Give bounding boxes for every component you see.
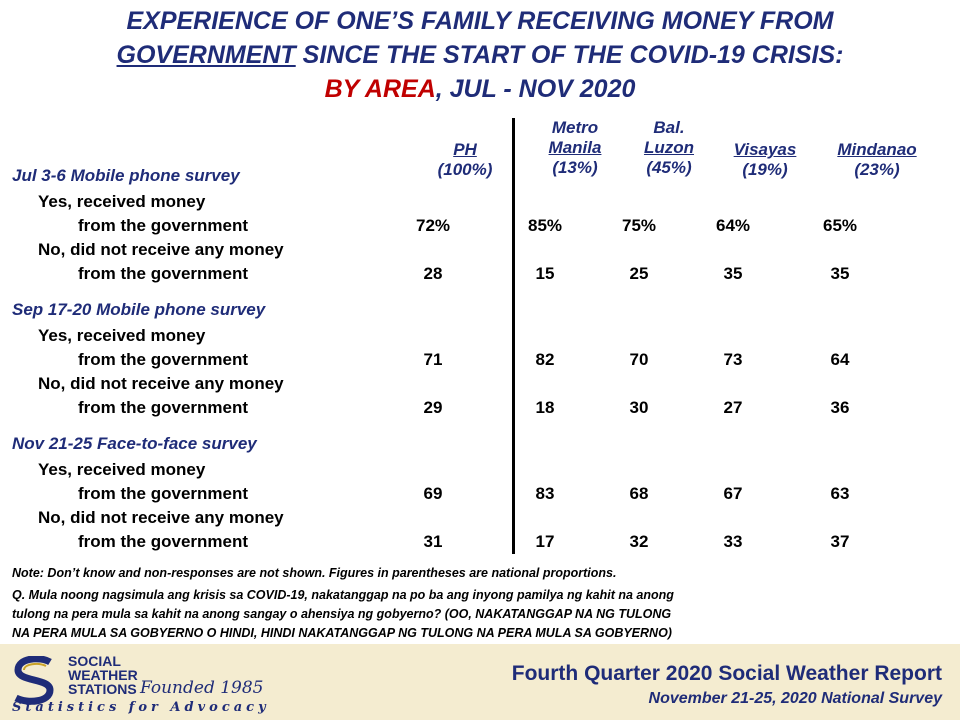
logo-text: SOCIAL WEATHER STATIONS bbox=[68, 653, 138, 697]
title-red-text: BY AREA bbox=[324, 75, 436, 103]
table-cell: 33 bbox=[723, 532, 743, 551]
row-label: No, did not receive any money bbox=[38, 508, 284, 527]
row-label: Yes, received money bbox=[38, 326, 206, 345]
question-line-3: NA PERA MULA SA GOBYERNO O HINDI, HINDI NAKATANGGAP NG TULONG NA PERA MULA SA GOBYERNO) bbox=[12, 626, 672, 640]
table-cell: 35 bbox=[830, 264, 850, 283]
table-cell: 25 bbox=[629, 264, 649, 283]
sws-s-icon bbox=[10, 656, 58, 706]
title-line-1: EXPERIENCE OF ONE’S FAMILY RECEIVING MONEY FROM bbox=[126, 7, 834, 35]
table-cell: 83 bbox=[535, 484, 555, 503]
table-cell: 69 bbox=[423, 484, 443, 503]
row-label-continued: from the government bbox=[78, 398, 249, 417]
survey-heading: Nov 21-25 Face-to-face survey bbox=[12, 434, 257, 453]
row-label: No, did not receive any money bbox=[38, 374, 284, 393]
row-label-continued: from the government bbox=[78, 350, 249, 369]
row-label: Yes, received money bbox=[38, 460, 206, 479]
table-cell: 18 bbox=[535, 398, 555, 417]
title-line-2: GOVERNMENT SINCE THE START OF THE COVID-19 CRISIS: bbox=[116, 41, 844, 69]
tagline: Statistics for Advocacy bbox=[12, 700, 270, 715]
table-cell: 71 bbox=[423, 350, 443, 369]
table-cell: 67 bbox=[723, 484, 743, 503]
note-text: Note: Don’t know and non-responses are not shown. Figures in parentheses are national proportions. bbox=[12, 566, 617, 580]
row-label-continued: from the government bbox=[78, 264, 249, 283]
column-header-bal-luzon: Bal. Luzon (45%) bbox=[643, 118, 695, 177]
question-line-1: Q. Mula noong nagsimula ang krisis sa COVID-19, nakatanggap na po ba ang inyong pamilya ng kahit na anong bbox=[12, 588, 674, 602]
row-label: No, did not receive any money bbox=[38, 240, 284, 259]
row-label-continued: from the government bbox=[78, 216, 249, 235]
table-cell: 35 bbox=[723, 264, 743, 283]
table-cell: 17 bbox=[535, 532, 555, 551]
table-cell: 72% bbox=[415, 216, 451, 235]
table-cell: 73 bbox=[723, 350, 743, 369]
question-line-2: tulong na pera mula sa kahit na anong sangay o ahensiya ng gobyerno? (OO, NAKATANGGAP NA NG TULONG bbox=[12, 607, 672, 621]
title-line-3: BY AREA, JUL - NOV 2020 bbox=[324, 75, 636, 103]
table-cell: 29 bbox=[423, 398, 443, 417]
column-header-ph: PH (100%) bbox=[437, 140, 493, 179]
survey-heading: Jul 3-6 Mobile phone survey bbox=[12, 166, 240, 185]
row-label: Yes, received money bbox=[38, 192, 206, 211]
sws-logo bbox=[10, 652, 270, 716]
column-header-mindanao: Mindanao (23%) bbox=[837, 140, 917, 179]
table-cell: 65% bbox=[822, 216, 858, 235]
table-cell: 36 bbox=[830, 398, 850, 417]
table-cell: 70 bbox=[629, 350, 649, 369]
table-cell: 30 bbox=[629, 398, 649, 417]
table-cell: 31 bbox=[423, 532, 443, 551]
table-cell: 75% bbox=[621, 216, 657, 235]
table-cell: 63 bbox=[830, 484, 850, 503]
table-cell: 15 bbox=[535, 264, 555, 283]
column-header-metro-manila: Metro Manila (13%) bbox=[548, 118, 602, 177]
table-cell: 37 bbox=[830, 532, 850, 551]
table-cell: 64% bbox=[715, 216, 751, 235]
title-underlined-word: GOVERNMENT bbox=[116, 41, 296, 69]
survey-heading: Sep 17-20 Mobile phone survey bbox=[12, 300, 266, 319]
table-cell: 85% bbox=[527, 216, 563, 235]
table-cell: 28 bbox=[423, 264, 443, 283]
table-cell: 82 bbox=[535, 350, 555, 369]
row-label-continued: from the government bbox=[78, 484, 249, 503]
row-label-continued: from the government bbox=[78, 532, 249, 551]
table-cell: 68 bbox=[629, 484, 649, 503]
table-cell: 64 bbox=[830, 350, 850, 369]
column-header-visayas: Visayas (19%) bbox=[733, 140, 797, 179]
report-title: Fourth Quarter 2020 Social Weather Report bbox=[511, 662, 942, 685]
table-cell: 27 bbox=[723, 398, 743, 417]
table-cell: 32 bbox=[629, 532, 649, 551]
report-survey: November 21-25, 2020 National Survey bbox=[648, 690, 942, 707]
founded-text: Founded 1985 bbox=[140, 678, 264, 698]
